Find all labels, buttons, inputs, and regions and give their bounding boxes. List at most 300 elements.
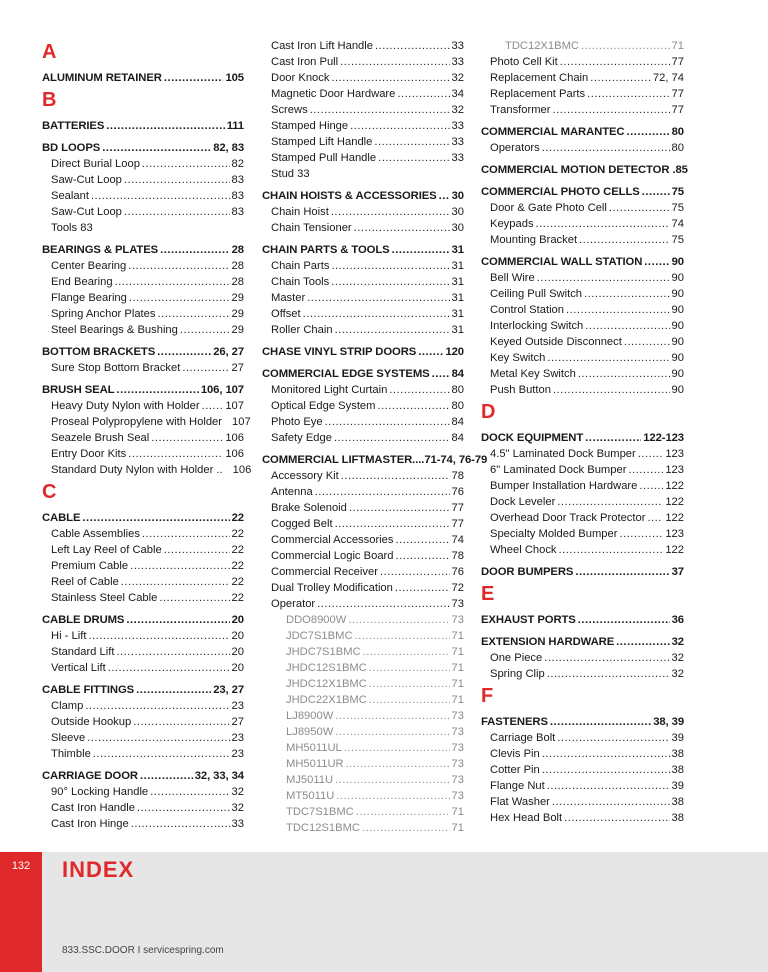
page-ref: 38 [671, 812, 684, 824]
page-ref: 84 [451, 416, 464, 428]
entry-label: Monitored Light Curtain [271, 384, 388, 396]
index-entry [262, 788, 464, 804]
dot-leader [590, 70, 651, 86]
entry-label: CABLE FITTINGS [42, 684, 135, 696]
page-ref: 120 [445, 346, 464, 358]
index-entry [42, 172, 244, 188]
entry-label: Push Button [490, 384, 551, 396]
entry-label: Cogged Belt [271, 518, 333, 530]
index-entry [42, 558, 244, 574]
page-ref: 76 [451, 486, 464, 498]
dot-leader [126, 612, 229, 628]
index-heading [42, 140, 244, 156]
page-ref: 83 [231, 190, 244, 202]
entry-label: Commercial Receiver [271, 566, 378, 578]
index-entry [262, 484, 464, 500]
index-column-2 [262, 38, 488, 836]
entry-label: Accessory Kit [271, 470, 339, 482]
entry-label: CHAIN PARTS & TOOLS [262, 244, 390, 256]
dot-leader [130, 558, 229, 574]
index-heading [42, 70, 244, 86]
index-entry [262, 220, 464, 236]
page-ref: 29 [231, 292, 244, 304]
page-ref: 106 [232, 464, 252, 476]
index-heading [42, 382, 244, 398]
page-ref: 20 [231, 630, 244, 642]
dot-leader [85, 698, 229, 714]
index-entry [481, 746, 684, 762]
index-entry [262, 580, 464, 596]
dot-leader [142, 526, 230, 542]
dot-leader [584, 286, 670, 302]
page-ref: 90 [671, 384, 684, 396]
page-ref: 107 [232, 416, 251, 428]
entry-label: Commercial Accessories [271, 534, 394, 546]
index-entry [481, 462, 684, 478]
index-entry [481, 762, 684, 778]
page-ref: 77 [671, 104, 684, 116]
entry-label: Heavy Duty Nylon with Holder [51, 400, 200, 412]
page-ref: 71 [451, 806, 464, 818]
entry-label: Safety Edge [271, 432, 332, 444]
index-entry [262, 86, 464, 102]
page-ref: 32, 33, 34 [194, 770, 244, 782]
index-entry [262, 468, 464, 484]
index-heading [42, 768, 244, 784]
entry-label: EXTENSION HARDWARE [481, 636, 615, 648]
dot-leader [578, 612, 670, 628]
entry-label: Vertical Lift [51, 662, 106, 674]
index-heading [262, 188, 464, 204]
page-ref: 31 [451, 308, 464, 320]
entry-label: JHDC12S1BMC [286, 662, 367, 674]
entry-label: Stainless Steel Cable [51, 592, 158, 604]
page-ref: 30 [451, 190, 464, 202]
index-entry [481, 494, 684, 510]
page-ref: 31 [451, 276, 464, 288]
page-ref: 90 [671, 288, 684, 300]
page-ref: 77 [671, 56, 684, 68]
page-ref: 33 [451, 56, 464, 68]
entry-label: Bell Wire [490, 272, 535, 284]
index-entry [42, 188, 244, 204]
dot-leader [397, 86, 449, 102]
page-ref: 72, 74 [652, 72, 684, 84]
index-entry [42, 414, 251, 430]
entry-label: One Piece [490, 652, 543, 664]
entry-label: LJ8900W [286, 710, 334, 722]
dot-leader [560, 54, 670, 70]
index-heading [481, 254, 684, 270]
index-entry [262, 166, 464, 182]
index-entry [481, 542, 684, 558]
page-ref: 75 [671, 202, 684, 214]
entry-label: Replacement Chain [490, 72, 589, 84]
index-heading [481, 124, 684, 140]
dot-leader [180, 322, 230, 338]
dot-leader [335, 772, 449, 788]
entry-label: JDC7S1BMC [286, 630, 353, 642]
page-ref: 90 [671, 256, 684, 268]
entry-label: Control Station [490, 304, 565, 316]
page-ref: 39 [671, 780, 684, 792]
page-ref: 71 [451, 646, 464, 658]
index-entry [42, 322, 244, 338]
index-entry [481, 810, 684, 826]
page-ref: 77 [451, 502, 464, 514]
dot-leader [348, 612, 449, 628]
index-entry [262, 804, 464, 820]
index-entry [42, 258, 244, 274]
page-ref: 76 [451, 566, 464, 578]
dot-leader [164, 542, 230, 558]
entry-label: COMMERCIAL PHOTO CELLS [481, 186, 640, 198]
dot-leader [542, 762, 670, 778]
index-entry [481, 510, 684, 526]
index-entry [262, 118, 464, 134]
index-entry [481, 318, 684, 334]
page-ref: 30 [451, 206, 464, 218]
page-ref: 28 [231, 260, 244, 272]
dot-leader [303, 306, 450, 322]
index-entry [262, 500, 464, 516]
entry-label: FASTENERS [481, 716, 548, 728]
entry-label: EXHAUST PORTS [481, 614, 576, 626]
index-heading [481, 184, 684, 200]
dot-leader [557, 494, 663, 510]
page-ref: 22 [231, 528, 244, 540]
entry-label: Flange Bearing [51, 292, 127, 304]
index-entry [262, 290, 464, 306]
dot-leader [355, 628, 450, 644]
index-column-3 [481, 38, 688, 826]
index-entry [42, 430, 244, 446]
dot-leader [547, 666, 670, 682]
page-ref: 32 [671, 652, 684, 664]
dot-leader [552, 794, 670, 810]
index-entry [262, 756, 464, 772]
dot-leader [334, 430, 450, 446]
entry-label: 90° Locking Handle [51, 786, 149, 798]
page-ref: 22 [231, 544, 244, 556]
page-ref: 71 [451, 662, 464, 674]
page-ref: 38 [671, 796, 684, 808]
page-ref: 105 [225, 72, 244, 84]
entry-label: BEARINGS & PLATES [42, 244, 159, 256]
page-ref: 23, 27 [213, 684, 244, 696]
index-entry [262, 644, 464, 660]
entry-label: LJ8950W [286, 726, 334, 738]
entry-label: 6" Laminated Dock Bumper [490, 464, 627, 476]
dot-leader [150, 784, 229, 800]
dot-leader [553, 382, 670, 398]
index-entry [42, 306, 244, 322]
page-ref: 85 [675, 164, 688, 176]
index-entry [481, 286, 684, 302]
page-ref: 27 [231, 362, 244, 374]
entry-label: COMMERCIAL WALL STATION [481, 256, 643, 268]
page-ref: 28 [231, 244, 244, 256]
index-entry [262, 612, 464, 628]
entry-label: Direct Burial Loop [51, 158, 140, 170]
entry-label: Key Switch [490, 352, 546, 364]
dot-leader [566, 302, 670, 318]
dot-leader [392, 242, 450, 258]
page-ref: 20 [231, 646, 244, 658]
index-entry [481, 140, 684, 156]
index-entry [262, 204, 464, 220]
entry-label: TDC12X1BMC [505, 40, 579, 52]
dot-leader [93, 746, 230, 762]
page-ref: 80 [671, 126, 684, 138]
entry-label: Specialty Molded Bumper [490, 528, 618, 540]
index-entry [262, 676, 464, 692]
entry-label: Mounting Bracket [490, 234, 578, 246]
dot-leader [336, 788, 449, 804]
page-ref: 84 [451, 432, 464, 444]
dot-leader [307, 290, 449, 306]
dot-leader [121, 574, 230, 590]
page-ref: 90 [671, 320, 684, 332]
entry-label: CABLE [42, 512, 81, 524]
entry-label: ALUMINUM RETAINER [42, 72, 162, 84]
entry-label: Thimble [51, 748, 91, 760]
entry-label: End Bearing [51, 276, 113, 288]
dot-leader [128, 258, 229, 274]
page-ref: 90 [671, 336, 684, 348]
entry-label: Stud 33 [271, 168, 310, 180]
page-ref: 77 [451, 518, 464, 530]
page-ref: 106, 107 [200, 384, 244, 396]
dot-leader [325, 414, 450, 430]
page-ref: 122 [665, 480, 684, 492]
dot-leader [116, 382, 198, 398]
page-ref: 78 [451, 550, 464, 562]
dot-leader [380, 564, 450, 580]
entry-label: Premium Cable [51, 560, 129, 572]
index-entry [42, 360, 244, 376]
entry-label: CABLE DRUMS [42, 614, 125, 626]
dot-leader [639, 478, 663, 494]
index-entry [42, 274, 244, 290]
dot-leader [115, 274, 230, 290]
page-ref: 23 [231, 700, 244, 712]
index-heading [262, 344, 464, 360]
dot-leader [581, 38, 670, 54]
index-heading [42, 612, 244, 628]
index-entry [481, 478, 684, 494]
dot-leader [638, 446, 664, 462]
dot-leader [578, 366, 670, 382]
entry-label: Keyed Outside Disconnect [490, 336, 622, 348]
dot-leader [537, 270, 670, 286]
dot-leader [647, 510, 663, 526]
dot-leader [375, 38, 450, 54]
page-ref: 31 [451, 324, 464, 336]
entry-label: Overhead Door Track Protector [490, 512, 646, 524]
index-entry [42, 698, 244, 714]
index-column-1 [42, 38, 252, 832]
index-entry [481, 86, 684, 102]
dot-leader [559, 542, 664, 558]
dot-leader [341, 468, 450, 484]
dot-leader [564, 810, 669, 826]
dot-leader [157, 306, 229, 322]
entry-label: Cotter Pin [490, 764, 540, 776]
section-letter: A [42, 41, 57, 63]
dot-leader [335, 322, 450, 338]
entry-label: Antenna [271, 486, 313, 498]
dot-leader [550, 714, 651, 730]
entry-label: Chain Hoist [271, 206, 329, 218]
page-ref: 22 [231, 592, 244, 604]
entry-label: Cast Iron Lift Handle [271, 40, 373, 52]
index-entry [262, 708, 464, 724]
entry-label: Metal Key Switch [490, 368, 576, 380]
index-heading [481, 564, 684, 580]
page-ref: 33 [451, 40, 464, 52]
index-heading [42, 344, 244, 360]
dot-leader [369, 676, 450, 692]
page-ref: 72 [451, 582, 464, 594]
dot-leader [140, 768, 193, 784]
dot-leader [202, 398, 224, 414]
dot-leader [160, 242, 230, 258]
index-heading [481, 162, 688, 178]
entry-label: COMMERCIAL MARANTEC [481, 126, 625, 138]
page-ref: 84 [451, 368, 464, 380]
page-ref: 22 [231, 576, 244, 588]
entry-label: TDC12S1BMC [286, 822, 360, 834]
page-ref: 122 [665, 544, 684, 556]
index-heading [262, 242, 464, 258]
index-entry [42, 816, 244, 832]
dot-leader [642, 184, 670, 200]
dot-leader [350, 118, 449, 134]
index-entry [481, 666, 684, 682]
page-ref: 77 [671, 88, 684, 100]
page-ref: 29 [231, 324, 244, 336]
entry-label: Saw-Cut Loop [51, 206, 122, 218]
page-ref: 27 [231, 716, 244, 728]
dot-leader [628, 462, 663, 478]
dot-leader [124, 172, 230, 188]
dot-leader [547, 350, 669, 366]
entry-label: Dock Leveler [490, 496, 556, 508]
entry-label: COMMERCIAL MOTION DETECTOR . [481, 164, 676, 176]
dot-leader [389, 382, 449, 398]
index-heading [42, 118, 244, 134]
entry-label: Door & Gate Photo Cell [490, 202, 607, 214]
dot-leader [536, 216, 670, 232]
entry-label: JHDC7S1BMC [286, 646, 361, 658]
index-entry [262, 134, 464, 150]
page-ref: 71 [451, 694, 464, 706]
entry-label: CHAIN HOISTS & ACCESSORIES [262, 190, 437, 202]
dot-leader [335, 724, 449, 740]
page-ref: 37 [671, 566, 684, 578]
entry-label: Cast Iron Pull [271, 56, 339, 68]
page-ref: 38 [671, 764, 684, 776]
index-entry [262, 54, 464, 70]
dot-leader [587, 86, 669, 102]
page-ref: 73 [451, 774, 464, 786]
entry-label: Carriage Bolt [490, 732, 556, 744]
dot-leader [317, 596, 449, 612]
index-entry [481, 334, 684, 350]
index-entry [42, 446, 244, 462]
page-ref: 32 [451, 72, 464, 84]
index-heading [481, 612, 684, 628]
index-entry [262, 382, 464, 398]
dot-leader [151, 430, 223, 446]
entry-label: Roller Chain [271, 324, 333, 336]
entry-label: Optical Edge System [271, 400, 376, 412]
entry-label: JHDC12X1BMC [286, 678, 367, 690]
entry-label: DDO8900W [286, 614, 347, 626]
page-ref: 106 [225, 432, 244, 444]
dot-leader [553, 102, 670, 118]
dot-leader [124, 204, 230, 220]
entry-label: MJ5011U [286, 774, 334, 786]
entry-label: DOOR BUMPERS [481, 566, 574, 578]
index-entry [481, 794, 684, 810]
index-entry [262, 740, 464, 756]
entry-label: Spring Clip [490, 668, 545, 680]
page-ref: 20 [231, 614, 244, 626]
page-ref: 71 [671, 40, 684, 52]
index-entry [481, 102, 684, 118]
dot-leader [542, 746, 670, 762]
index-entry [42, 800, 244, 816]
page-ref: 22 [231, 512, 244, 524]
contact-line: 833.SSC.DOOR I servicespring.com [62, 945, 224, 956]
entry-label: Steel Bearings & Bushing [51, 324, 178, 336]
entry-label: Standard Lift [51, 646, 115, 658]
page-ref: 32 [671, 636, 684, 648]
index-entry [42, 156, 244, 172]
dot-leader [340, 54, 449, 70]
entry-label: Dual Trolley Modification [271, 582, 393, 594]
dot-leader [609, 200, 670, 216]
dot-leader [579, 232, 669, 248]
entry-label: Stamped Pull Handle [271, 152, 377, 164]
page-ref: 23 [231, 732, 244, 744]
dot-leader [159, 590, 229, 606]
entry-label: Cable Assemblies [51, 528, 140, 540]
entry-label: Cast Iron Hinge [51, 818, 129, 830]
entry-label: BD LOOPS [42, 142, 101, 154]
dot-leader [331, 204, 450, 220]
page-ref: 75 [671, 186, 684, 198]
dot-leader [82, 510, 229, 526]
entry-label: Chain Tensioner [271, 222, 352, 234]
dot-leader [542, 140, 670, 156]
page-ref: 75 [671, 234, 684, 246]
index-title: INDEX [62, 857, 135, 882]
page-ref: 33 [451, 152, 464, 164]
entry-label: COMMERCIAL LIFTMASTER.... [262, 454, 425, 466]
index-entry [481, 54, 684, 70]
page-ref: 106 [225, 448, 244, 460]
index-entry [42, 526, 244, 542]
index-entry [262, 820, 464, 836]
dot-leader [362, 820, 450, 836]
entry-label: Commercial Logic Board [271, 550, 394, 562]
dot-leader [129, 290, 230, 306]
index-entry [481, 730, 684, 746]
dot-leader [315, 484, 450, 500]
